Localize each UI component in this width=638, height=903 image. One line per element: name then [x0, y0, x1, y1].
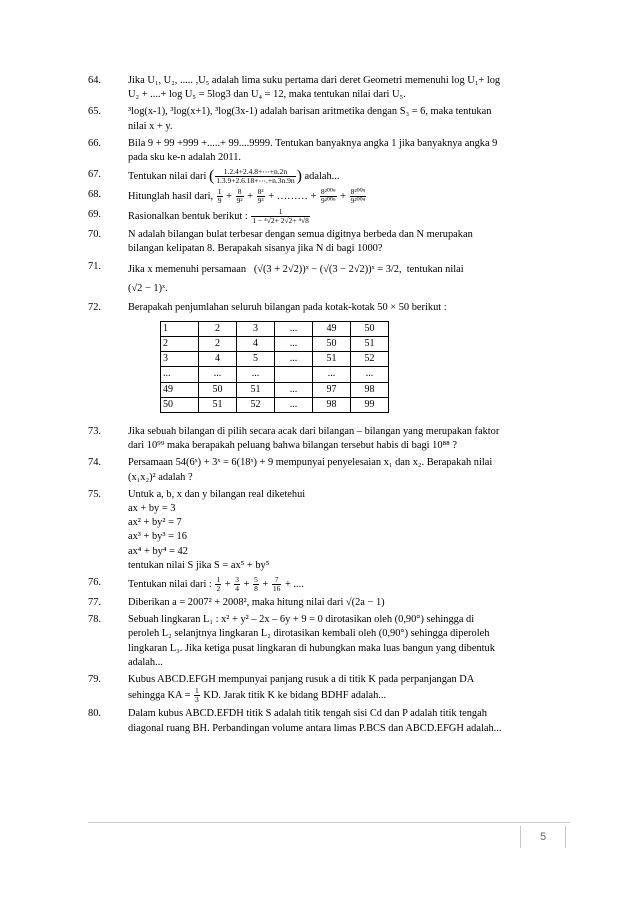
table-cell: 50 [199, 382, 237, 397]
problem-prefix: Hitunglah hasil dari, [128, 191, 214, 203]
problem-text: diagonal ruang BH. Perbandingan volume antara limas P.BCS dan ABCD.EFGH adalah... [128, 722, 502, 734]
problem-number: 67. [88, 169, 101, 181]
problem-suffix: KD. Jarak titik K ke bidang BDHF adalah... [203, 690, 387, 702]
problem-text: dari 10⁹⁹ maka berapakah peluang bahwa bilangan tersebut habis di bagi 10⁸⁸ ? [128, 440, 457, 452]
problem-number: 77. [88, 597, 101, 609]
problem-text: Sebuah lingkaran L₁ : x² + y² – 2x – 6y + 9 = 0 dirotasikan oleh (0,90°) sehingga di [128, 614, 475, 626]
problem-text [128, 168, 570, 185]
problem-text: Bila 9 + 99 +999 +.....+ 99....9999. Tentukan banyaknya angka 1 jika banyaknya angka 9 [128, 137, 498, 149]
problem-text: Diberikan a = 2007² + 2008², maka hitung nilai dari √(2a − 1) [128, 597, 385, 609]
problem-list [88, 74, 570, 739]
problem-number: 68. [88, 189, 101, 201]
fraction-denominator: 9²⁰⁰⁹ [350, 196, 366, 206]
table-row [161, 337, 389, 352]
table-row [161, 367, 389, 382]
fraction-denominator: 9 [217, 196, 222, 206]
problem-text: U₂ + ....+ log U₅ = 5log3 dan U₄ = 12, maka tentukan nilai dari U₅. [128, 89, 406, 101]
fraction-denominator: 2 [216, 584, 221, 594]
problem-text: peroleh L₂ selanjtnya lingkaran L₂ dirotasikan kembali oleh (0,90°) sehingga diperoleh [128, 628, 490, 640]
fraction-numerator: 1.2.4+2.4.8+⋯+n.2n [223, 167, 288, 177]
fraction-denominator: 9² [236, 196, 243, 206]
problem-number: 70. [88, 229, 101, 241]
table-cell: 97 [313, 382, 351, 397]
problem-number: 79. [88, 674, 101, 686]
problem-text: lingkaran L₃. Jika ketiga pusat lingkaran di hubungkan maka luas bangun yang dibentuk [128, 642, 495, 654]
table-cell: 51 [351, 337, 389, 352]
table-cell: ... [275, 352, 313, 367]
fraction-numerator: 8 [237, 187, 242, 197]
problem-number: 74. [88, 457, 101, 469]
problem-text: Dalam kubus ABCD.EFDH titik S adalah titik tengah sisi Cd dan P adalah titik tengah [128, 708, 487, 720]
problem-suffix: adalah... [304, 171, 340, 183]
fraction-numerator: 1 [216, 575, 221, 585]
table-cell [275, 367, 313, 382]
table-cell: 2 [161, 337, 199, 352]
fraction-denominator: 1.3.9+2.6.18+⋯.+n.3n.9n [216, 176, 295, 186]
table-cell: 98 [313, 397, 351, 412]
problem-text [128, 687, 570, 704]
close-paren: ) [296, 167, 302, 185]
fraction-denominator: 9²⁰⁰⁹ [320, 196, 336, 206]
fraction-numerator: 3 [235, 575, 239, 585]
table-cell: ... [313, 367, 351, 382]
problem-text: Jika sebuah bilangan di pilih secara acak dari bilangan – bilangan yang merupakan faktor [128, 426, 500, 438]
fraction [253, 576, 259, 593]
problem-64 [88, 74, 570, 102]
table-cell: 2 [199, 321, 237, 336]
problem-prefix: Jika x memenuhi persamaan [128, 263, 247, 275]
table-cell: 49 [313, 321, 351, 336]
table-cell: 1 [161, 321, 199, 336]
table-cell: 5 [237, 352, 275, 367]
table-cell: ... [275, 397, 313, 412]
problem-text: ³log(x-1), ³log(x+1), ³log(3x-1) adalah barisan aritmetika dengan S₃ = 6, maka tentukan [128, 106, 492, 118]
fraction-denominator: 1 − ⁴√2+ 2√2+ ⁴√8 [252, 216, 309, 226]
problem-71 [88, 260, 570, 298]
table-cell: ... [237, 367, 275, 382]
problem-text: N adalah bilangan bulat terbesar dengan semua digitnya berbeda dan N merupakan [128, 229, 473, 241]
problem-number: 75. [88, 488, 101, 500]
table-cell: 49 [161, 382, 199, 397]
problem-text: Untuk a, b, x dan y bilangan real diketehui [128, 488, 306, 500]
problem-text: Tentukan nilai dari : $\frac{1}{2}$ + $\frac{3}{4}$ + $\frac{5}{8}$ + $\frac{7}{16}$ + .... [128, 575, 304, 594]
problem-76 [88, 576, 570, 593]
problem-number: 72. [88, 301, 101, 313]
footer-divider [88, 822, 570, 823]
problem-number: 65. [88, 106, 101, 118]
fraction-denominator: 4 [235, 584, 239, 594]
fraction-denominator: 9³ [257, 196, 264, 206]
ellipsis: ……… [276, 191, 308, 203]
problem-77 [88, 596, 570, 610]
problem-text: nilai x + y. [128, 120, 173, 132]
problem-69 [88, 208, 570, 225]
table-cell: ... [351, 367, 389, 382]
fraction [217, 188, 223, 205]
fraction-numerator: 8² [257, 187, 264, 197]
problem-prefix: sehingga KA = [128, 690, 191, 702]
problem-65 [88, 105, 570, 133]
problem-number: 80. [88, 708, 101, 720]
table-cell: 52 [351, 352, 389, 367]
table-cell: 51 [313, 352, 351, 367]
table-cell: 4 [237, 337, 275, 352]
table-cell: 50 [161, 397, 199, 412]
fraction [257, 188, 265, 205]
table-cell: 2 [199, 337, 237, 352]
problem-text: Hitunglah hasil dari, $\frac{1}{9}$ + $\frac{8}{\text{9²}}$ + $\frac{\text{8²}}{\text{9³}}$ + ……… + $\frac{\text{8²⁰⁰⁹}}{\text{9²⁰⁰⁹}}$ + $\frac{\text{8²⁰⁰⁹}}{\text{9²⁰⁰⁹}}$ [128, 187, 366, 206]
table-cell: ... [275, 382, 313, 397]
table-cell: 50 [313, 337, 351, 352]
problem-number: 71. [88, 260, 101, 272]
problem-72 [88, 301, 570, 315]
fraction-denominator: 16 [272, 584, 281, 594]
problem-text: adalah... [128, 656, 163, 668]
fraction [236, 188, 244, 205]
table-cell: 4 [199, 352, 237, 367]
equation: ax³ + by³ = 16 [128, 531, 187, 543]
problem-67 [88, 168, 570, 185]
problem-suffix: + .... [284, 578, 304, 590]
problem-text: Jika U₁, U₂, ..... ,U₅ adalah lima suku pertama dari deret Geometri memenuhi log U₁+ log [128, 75, 501, 86]
problem-number: 76. [88, 577, 101, 589]
table-cell: 99 [351, 397, 389, 412]
problem-number: 64. [88, 75, 101, 86]
problem-text: tentukan nilai S jika S = ax⁵ + by⁵ [128, 559, 270, 571]
fraction-numerator: 1 [217, 187, 222, 197]
problem-prefix: Rasionalkan bentuk berikut : [128, 211, 248, 223]
problem-number: 78. [88, 614, 101, 626]
fraction-numerator: 1 [278, 207, 283, 217]
table-cell: ... [161, 367, 199, 382]
problem-number: 66. [88, 137, 101, 149]
equation: ax + by = 3 [128, 503, 176, 515]
table-cell: ... [275, 321, 313, 336]
equation: (√2 − 1)ˣ. [128, 282, 168, 294]
table-cell: 3 [161, 352, 199, 367]
table-cell: 51 [199, 397, 237, 412]
open-paren: ( [208, 167, 215, 185]
problem-number: 69. [88, 209, 101, 221]
fraction-denominator: 3 [195, 695, 199, 705]
fraction [251, 208, 310, 225]
problem-79 [88, 673, 570, 704]
problem-68 [88, 188, 570, 205]
fraction [215, 168, 295, 185]
equation: (√(3 + 2√2))ˣ − (√(3 − 2√2))ˣ = 3/2, [253, 263, 402, 275]
fraction [215, 576, 221, 593]
problem-74 [88, 456, 570, 484]
fraction [320, 188, 337, 205]
problem-text: pada sku ke-n adalah 2011. [128, 152, 242, 164]
table-cell: 52 [237, 397, 275, 412]
fraction-numerator: 5 [254, 575, 258, 585]
fraction [194, 687, 200, 704]
problem-78 [88, 613, 570, 670]
problem-text: Kubus ABCD.EFGH mempunyai panjang rusuk a di titik K pada perpanjangan DA [128, 674, 475, 686]
problem-prefix: Tentukan nilai dari [128, 171, 207, 183]
page-number: 5 [520, 826, 566, 848]
fraction-numerator: 7 [274, 575, 279, 585]
table-cell: ... [275, 337, 313, 352]
fraction-numerator: 8²⁰⁰⁹ [350, 187, 366, 197]
fraction-numerator: 8²⁰⁰⁹ [320, 187, 336, 197]
problem-text: Berapakah penjumlahan seluruh bilangan pada kotak-kotak 50 × 50 berikut : [128, 301, 447, 313]
fraction [234, 576, 240, 593]
problem-66 [88, 137, 570, 165]
problem-70 [88, 228, 570, 256]
problem-text: (x₁x₂)² adalah ? [128, 471, 193, 483]
equation: ax⁴ + by⁴ = 42 [128, 545, 188, 557]
problem-suffix: tentukan nilai [406, 263, 464, 275]
problem-text [128, 208, 570, 225]
problem-73 [88, 425, 570, 453]
problem-prefix: Tentukan nilai dari : [128, 578, 212, 590]
fraction-denominator: 8 [254, 584, 258, 594]
fraction [272, 576, 282, 593]
problem-text: bilangan kelipatan 8. Berapakah sisanya jika N di bagi 1000? [128, 243, 383, 255]
equation: ax² + by² = 7 [128, 517, 182, 529]
table-row [161, 382, 389, 397]
table-row [161, 397, 389, 412]
number-grid-table [160, 321, 389, 413]
fraction [350, 188, 367, 205]
table-cell: 50 [351, 321, 389, 336]
table-cell: 3 [237, 321, 275, 336]
fraction-numerator: 1 [195, 686, 199, 696]
table-cell: 98 [351, 382, 389, 397]
table-row [161, 321, 389, 336]
problem-75 [88, 488, 570, 573]
table-cell: ... [199, 367, 237, 382]
table-row [161, 352, 389, 367]
problem-text [128, 260, 570, 280]
problem-text: Persamaan 54(6ˣ) + 3ˣ = 6(18ˣ) + 9 mempunyai penyelesaian x₁ dan x₂. Berapakah nilai [128, 457, 493, 469]
table-cell: 51 [237, 382, 275, 397]
problem-80 [88, 707, 570, 735]
problem-number: 73. [88, 426, 101, 438]
